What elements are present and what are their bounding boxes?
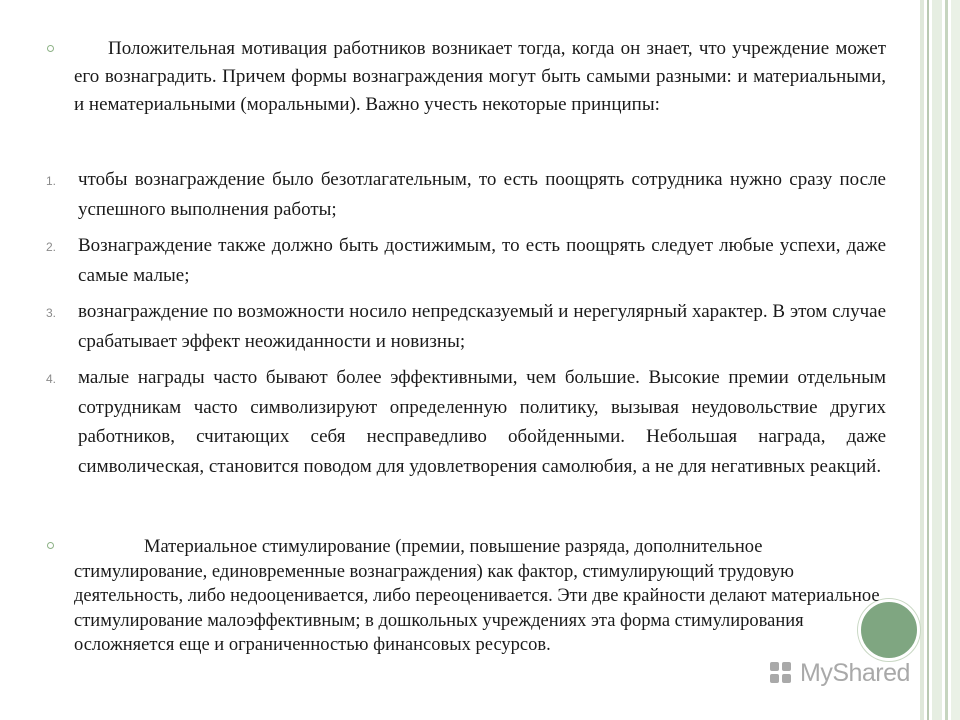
list-item-text: Вознаграждение также должно быть достижимым, то есть поощрять следует любые успехи, даже самые малые;	[78, 235, 886, 286]
intro-paragraph	[74, 35, 886, 119]
list-number: 2.	[46, 240, 57, 254]
list-number: 4.	[46, 372, 57, 386]
stripe	[927, 0, 929, 720]
intro-text: Положительная мотивация работников возникает тогда, когда он знает, что учреждение может его вознаградить. Причем формы вознаграждения могут быть самыми разными: и материальными, и нематериальными (моральными). Важно учесть некоторые принципы:	[74, 38, 886, 115]
myshared-logo-icon	[766, 658, 796, 688]
principles-list	[40, 165, 886, 481]
list-item-text: малые награды часто бывают более эффективными, чем большие. Высокие премии отдельным сотрудникам часто символизируют определенную политику, вызывая неудовольствие других работников, считающих себя несправедливо обойденными. Небольшая награда, даже символическая, становится поводом для удовлетворения самолюбия, а не для негативных реакций.	[78, 367, 886, 477]
list-number: 1.	[46, 174, 57, 188]
stripe	[951, 0, 960, 720]
list-item	[40, 165, 886, 224]
list-item	[40, 231, 886, 290]
material-text: Материальное стимулирование (премии, повышение разряда, дополнительное стимулирование, единовременные вознаграждения) как фактор, стимулирующий трудовую деятельность, либо недооценивается, либо переоценивается. Эти две крайности делают материальное стимулирование малоэффективным; в дошкольных учреждениях эта форма стимулирования осложняется еще и ограниченностью финансовых ресурсов.	[74, 537, 880, 655]
list-item	[40, 297, 886, 356]
bullet-icon	[47, 45, 54, 52]
material-paragraph	[74, 535, 886, 658]
stripe	[920, 0, 924, 720]
decorative-stripes	[920, 0, 960, 720]
list-item-text: вознаграждение по возможности носило непредсказуемый и нерегулярный характер. В этом случае срабатывает эффект неожиданности и новизны;	[78, 301, 886, 352]
list-number: 3.	[46, 306, 57, 320]
stripe	[945, 0, 948, 720]
watermark	[766, 658, 910, 688]
stripe	[932, 0, 942, 720]
list-item-text: чтобы вознаграждение было безотлагательным, то есть поощрять сотрудника нужно сразу после успешного выполнения работы;	[78, 169, 886, 220]
list-item	[40, 363, 886, 481]
watermark-text: MyShared	[800, 658, 910, 687]
bullet-icon	[47, 542, 54, 549]
